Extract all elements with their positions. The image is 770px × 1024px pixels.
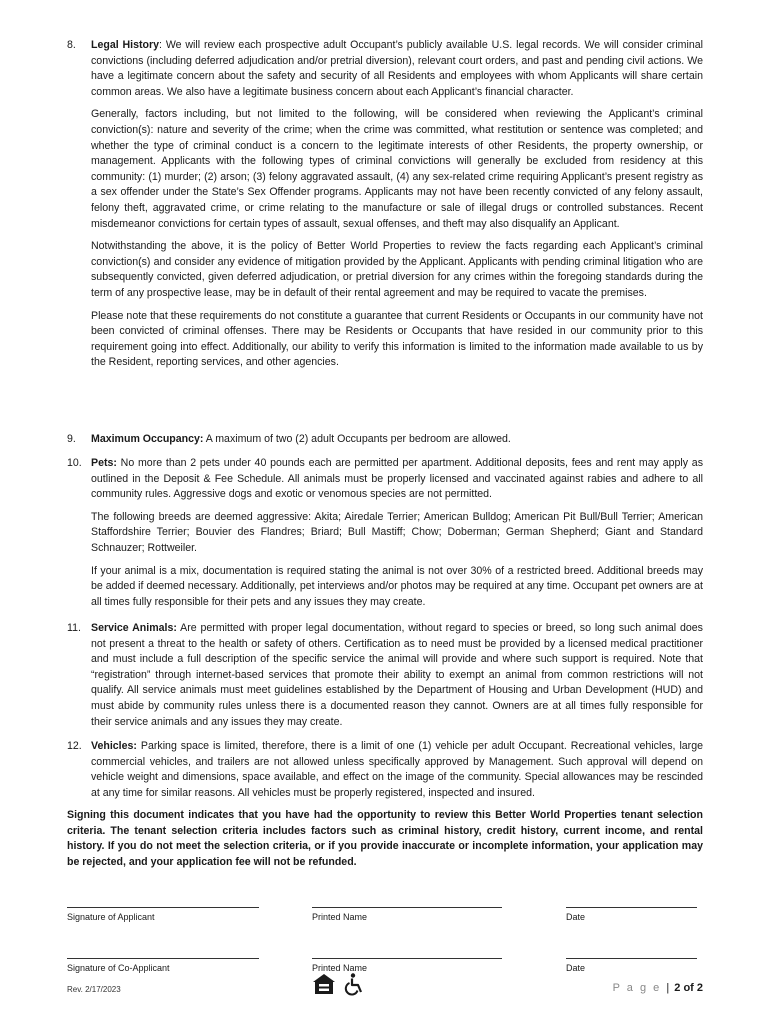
date-line[interactable] xyxy=(566,907,697,908)
section-legal-history xyxy=(67,38,703,378)
section-pets xyxy=(67,456,703,617)
section-number: 8. xyxy=(67,39,76,51)
page-indicator xyxy=(613,982,703,994)
section-number: 9. xyxy=(67,433,76,445)
date-label: Date xyxy=(566,912,586,922)
date-line[interactable] xyxy=(566,958,697,959)
section-number: 10. xyxy=(67,457,82,469)
section-maximum-occupancy xyxy=(67,432,703,455)
paragraph: If your animal is a mix, documentation is required stating the animal is not over 30% of a restricted breed. Additional breeds may be added if deemed necessary. Additionally, pet interviews and/or photos may be required at any time. Occupant pet owners are at all times fully responsible for their pets and any issues they may create. xyxy=(91,564,703,608)
paragraph: Notwithstanding the above, it is the policy of Better World Properties to review the facts regarding each Applicant’s criminal conviction(s) and consider any evidence of mitigation provided by the Applicant. Applicants with pending criminal litigation who are subsequently convicted, given deferred adjudication, or pretrial diversion for any crimes within the foregoing standards during the term of any prospective lease, may be in default of their rental agreement and may be required to vacate the premises. xyxy=(91,240,703,299)
paragraph: Please note that these requirements do not constitute a guarantee that current Residents or Occupants in our community have not been convicted of criminal offenses. There may be Residents or Occupants that have resided in our community prior to this requirement going into effect. Additionally, our ability to verify this information is limited to the information made available to us by the Resident, reporting services, and other agencies. xyxy=(91,309,703,369)
footer-logos xyxy=(312,972,366,996)
co-signature-label: Signature of Co-Applicant xyxy=(67,963,170,973)
equal-housing-icon xyxy=(312,972,336,996)
section-service-animals xyxy=(67,621,703,737)
co-signature-line[interactable] xyxy=(67,958,259,959)
printed-name-label: Printed Name xyxy=(312,963,368,973)
paragraph: Service Animals: Are permitted with proper legal documentation, without regard to species or breed, so long such animal does not present a threat to the health or safety of others. Certification as to need must be provided by a licensed medical practitioner and must include a full description of the specific service the animal will provide and where such support is required. Note that “registration” through internet-based services that promote their ability to exempt an animal from common restrictions will not qualify. All service animals must meet guidelines established by the Department of Housing and Urban Development (HUD) and must abide by community rules unless there is a documented reason they cannot. Owners are at all times fully responsible for their service animals and any issues they may create. xyxy=(91,622,703,728)
signature-line[interactable] xyxy=(67,907,259,908)
paragraph: Generally, factors including, but not limited to the following, will be considered when reviewing the Applicant’s criminal conviction(s): nature and severity of the crime; when the crime was committed, what restitution or sentence was completed; and whether the type of criminal conduct is a concern to the legitimate interests of other Residents, the property ownership, or management. Applicants with the following types of criminal convictions will generally be excluded from residency at this community: (1) murder; (2) arson; (3) felony aggravated assault, (4) any sex-related crime requiring Applicant’s present registry as a sex offender under the State’s Sex Offender programs. Applicants may not have been recently convicted of any felony assault, felony theft, aggravated crime, or crime relating to the manufacture or sale of illegal drugs or controlled substances. Recent misdemeanor convictions for certain types of assault, sexual offenses, and theft may also disqualify an Applicant. xyxy=(91,108,703,230)
section-number: 11. xyxy=(67,622,81,634)
page-number: 2 of 2 xyxy=(674,982,703,994)
section-title: Pets: xyxy=(91,457,117,469)
date-label: Date xyxy=(566,963,586,973)
paragraph: Legal History: We will review each prospective adult Occupant’s publicly available U.S. legal records. We will consider criminal convictions (including deferred adjudication and/or pretrial diversion), relevant court orders, and past and pending civil actions. We have a legitimate concern about the safety and security of all Residents and employees with whom Applicants will share certain common areas. We also have a legitimate business concern about each Applicant’s financial character. xyxy=(91,39,703,98)
signature-label: Signature of Applicant xyxy=(67,912,155,922)
page-separator: | xyxy=(666,982,670,994)
paragraph: Pets: No more than 2 pets under 40 pounds each are permitted per apartment. Additional deposits, fees and rent may apply as outlined in the Deposit & Fee Schedule. All animals must be properly licensed and vaccinated against rabies and adhere to all community rules. Aggressive dogs and exotic or venomous species are not permitted. xyxy=(91,457,703,501)
printed-name-label: Printed Name xyxy=(312,912,368,922)
printed-name-line[interactable] xyxy=(312,958,502,959)
signing-acknowledgement: Signing this document indicates that you have had the opportunity to review this Better World Properties tenant selection criteria. The tenant selection criteria includes factors such as criminal history, credit history, current income, and rental history. If you do not meet the selection criteria, or if you provide inaccurate or incomplete information, your application may be rejected, and your application fee will not be refunded. xyxy=(67,809,703,868)
page-label: P a g e xyxy=(612,982,662,994)
section-title: Vehicles: xyxy=(91,740,137,752)
paragraph: Maximum Occupancy: A maximum of two (2) adult Occupants per bedroom are allowed. xyxy=(91,433,511,445)
accessibility-icon xyxy=(342,972,366,996)
section-vehicles xyxy=(67,739,703,808)
paragraph: The following breeds are deemed aggressive: Akita; Airedale Terrier; American Bulldog; American Pit Bull/Bull Terrier; American Staffordshire Terrier; Bouvier des Flandres; Briard; Bull Mastiff; Chow; Doberman; German Shepherd; Giant and Standard Schnauzer; Rottweiler. xyxy=(91,510,703,554)
printed-name-line[interactable] xyxy=(312,907,502,908)
section-title: Maximum Occupancy: xyxy=(91,433,204,445)
revision-date: Rev. 2/17/2023 xyxy=(67,985,121,994)
section-number: 12. xyxy=(67,740,82,752)
paragraph: Vehicles: Parking space is limited, therefore, there is a limit of one (1) vehicle per adult Occupant. Recreational vehicles, large commercial vehicles, and trailers are not allowed unless specifically approved by Management. Such approval will depend on vehicle weight and dimensions, space available, and effect on the image of the community. Special allowances may be rescinded at any time for similar reasons. All vehicles must be properly registered, inspected and insured. xyxy=(91,740,703,799)
section-title: Legal History xyxy=(91,39,160,51)
section-title: Service Animals: xyxy=(91,622,177,634)
